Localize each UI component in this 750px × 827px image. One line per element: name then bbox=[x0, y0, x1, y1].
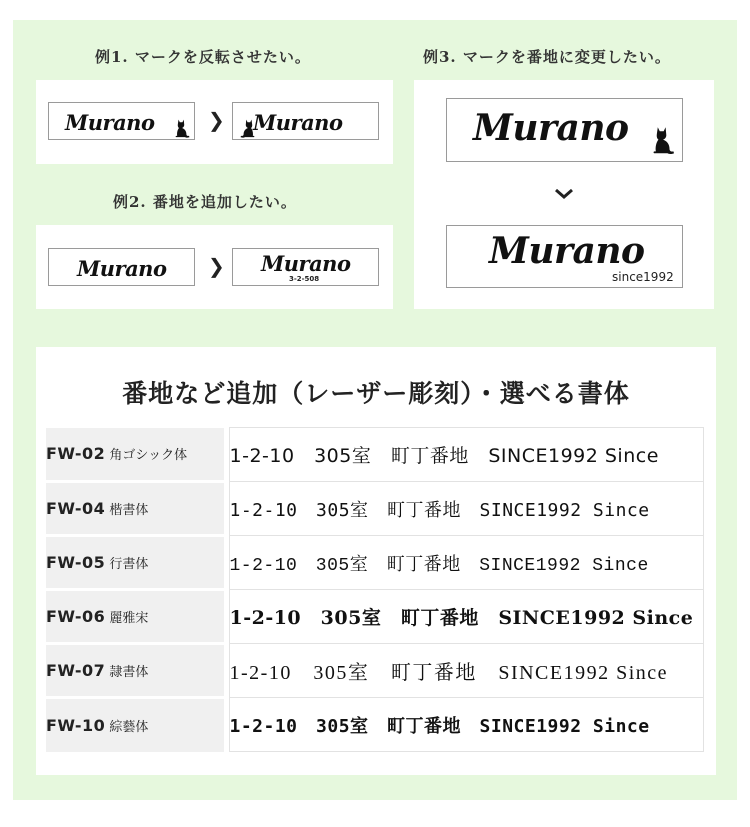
brand-name: Murano bbox=[473, 107, 629, 149]
font-sample: 1-2-10 305室 町丁番地 SINCE1992 Since bbox=[229, 536, 704, 590]
example1-caption: 例1. マークを反転させたい。 bbox=[95, 48, 311, 66]
font-code: FW-04 bbox=[46, 499, 106, 518]
font-code-cell bbox=[46, 590, 224, 644]
brand-name: Murano bbox=[253, 110, 343, 135]
font-sample: 1-2-10 305室 町丁番地 SINCE1992 Since bbox=[229, 482, 704, 536]
font-name: 角ゴシック体 bbox=[109, 448, 188, 464]
table-row bbox=[46, 428, 704, 482]
example3-before-plate bbox=[446, 98, 683, 162]
font-name: 行書体 bbox=[109, 557, 149, 572]
font-code-cell bbox=[46, 428, 224, 482]
font-code: FW-07 bbox=[46, 661, 106, 680]
since-text: since1992 bbox=[612, 270, 674, 284]
font-code: FW-10 bbox=[46, 715, 106, 735]
example2-caption: 例2. 番地を追加したい。 bbox=[113, 193, 297, 211]
example1-panel bbox=[36, 80, 393, 164]
font-code-cell bbox=[46, 698, 224, 752]
chevron-right-icon: ❯ bbox=[208, 254, 225, 278]
cat-silhouette-icon bbox=[173, 117, 191, 138]
example1-after-plate bbox=[232, 102, 379, 140]
font-name: 楷書体 bbox=[109, 503, 149, 518]
brand-name: Murano bbox=[65, 110, 155, 135]
table-row bbox=[46, 590, 704, 644]
font-code-cell bbox=[46, 644, 224, 698]
example2-before-plate bbox=[48, 248, 195, 286]
brand-name: Murano bbox=[489, 230, 645, 272]
example3-panel bbox=[414, 80, 714, 309]
font-code: FW-05 bbox=[46, 553, 106, 572]
example2-panel bbox=[36, 225, 393, 309]
font-name: 麗雅宋 bbox=[109, 611, 149, 626]
example2-after-plate bbox=[232, 248, 379, 286]
address-text: 3-2-508 bbox=[289, 275, 320, 283]
font-sample: 1-2-10 305室 町丁番地 SINCE1992 Since bbox=[229, 428, 704, 482]
chevron-down-icon bbox=[554, 188, 574, 200]
example1-before-plate bbox=[48, 102, 195, 140]
font-name: 綜藝体 bbox=[109, 719, 149, 735]
cat-silhouette-icon bbox=[650, 123, 676, 155]
table-row bbox=[46, 536, 704, 590]
font-sample: 1-2-10 305室 町丁番地 SINCE1992 Since bbox=[229, 698, 704, 752]
font-code: FW-02 bbox=[46, 444, 106, 464]
font-code-cell bbox=[46, 536, 224, 590]
font-sample: 1-2-10 305室 町丁番地 SINCE1992 Since bbox=[229, 590, 704, 644]
table-row bbox=[46, 482, 704, 536]
example3-caption: 例3. マークを番地に変更したい。 bbox=[423, 48, 671, 66]
brand-name: Murano bbox=[261, 251, 351, 276]
example3-after-plate bbox=[446, 225, 683, 288]
chevron-right-icon: ❯ bbox=[208, 108, 225, 132]
fonts-section-title: 番地など追加（レーザー彫刻）・選べる書体 bbox=[122, 379, 630, 408]
table-row bbox=[46, 644, 704, 698]
font-name: 隷書体 bbox=[109, 665, 149, 680]
font-sample: 1-2-10 305室 町丁番地 SINCE1992 Since bbox=[229, 644, 704, 698]
font-code-cell bbox=[46, 482, 224, 536]
table-row bbox=[46, 698, 704, 752]
brand-name: Murano bbox=[77, 256, 167, 281]
font-table bbox=[46, 427, 704, 752]
font-code: FW-06 bbox=[46, 607, 106, 626]
